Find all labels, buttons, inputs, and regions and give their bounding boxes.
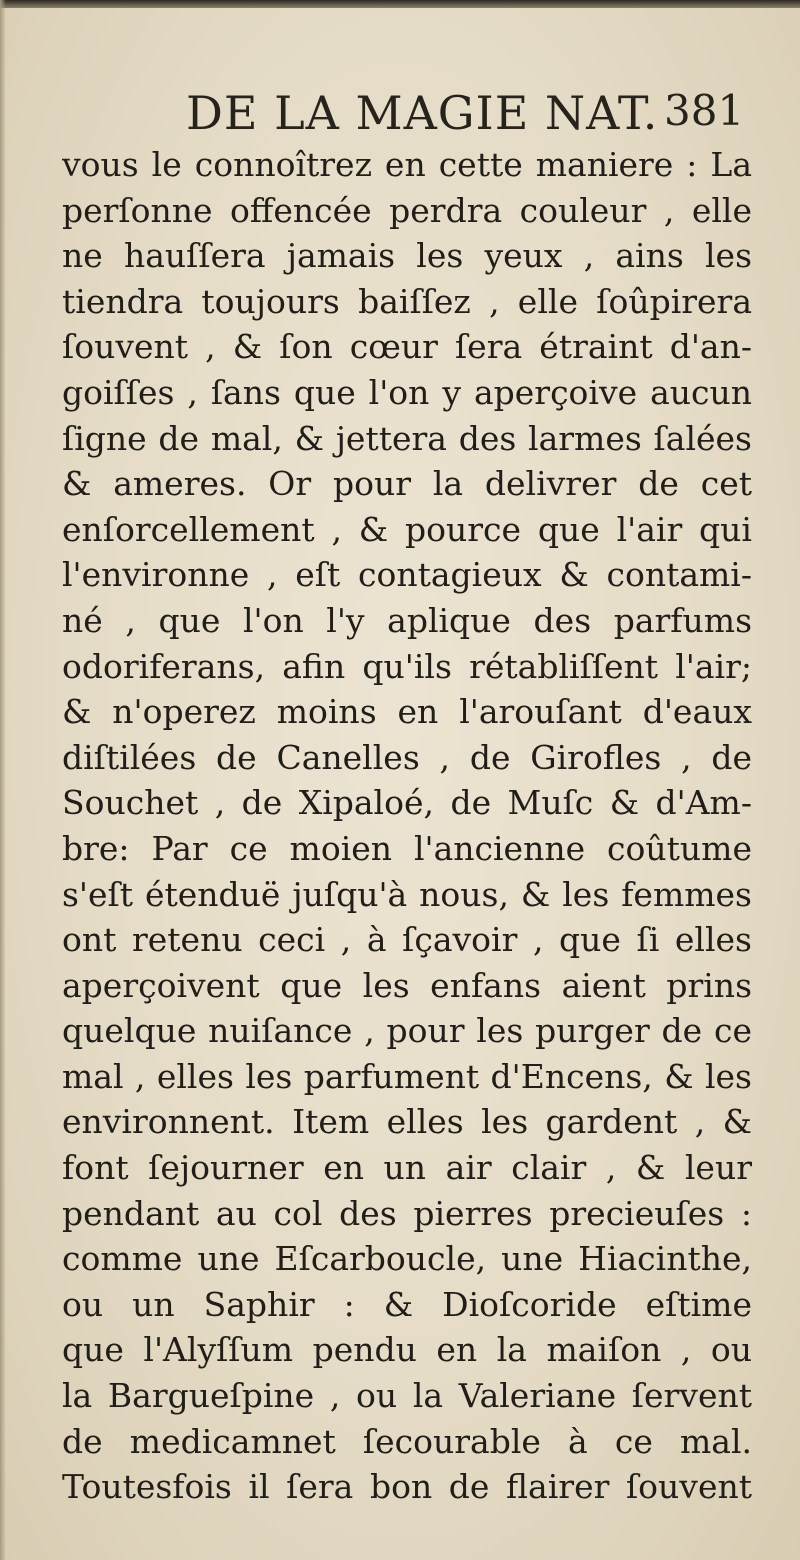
text-line: vous le connoîtrez en cette maniere : La [62,145,752,184]
text-line: ou un Saphir : & Dioſcoride eſtime [62,1284,752,1324]
page-left-edge [0,0,6,1560]
page-header [0,86,800,146]
text-line: odoriferans, afin qu'ils rétabliſſent l'air; [62,646,752,686]
text-line: de medicamnet ſecourable à ce mal. [62,1421,752,1461]
text-line: l'environne , eſt contagieux & contami- [62,555,752,595]
text-line: & ameres. Or pour la delivrer de cet [62,464,752,504]
text-line: mal , elles les parfument d'Encens, & les [62,1056,752,1096]
text-line: perſonne offencée perdra couleur , elle [62,190,752,230]
text-line: ont retenu ceci , à ſçavoir , que ſi elles [62,920,752,960]
text-line: que l'Alyſſum pendu en la maiſon , ou [62,1330,752,1370]
text-line: né , que l'on l'y aplique des parfums [62,600,752,640]
text-line: la Bargueſpine , ou la Valeriane ſervent [62,1376,752,1416]
page-top-edge [0,0,800,8]
text-line: ſouvent , & ſon cœur ſera étraint d'an- [62,327,752,367]
text-line: s'eſt étenduë juſqu'à nous, & les femmes [62,874,752,914]
text-line: environnent. Item elles les gardent , & [62,1102,752,1142]
text-line: bre: Par ce moien l'ancienne coûtume [62,828,752,868]
text-line: font ſejourner en un air clair , & leur [62,1148,752,1188]
text-line: diſtilées de Canelles , de Girofles , de [62,737,752,777]
text-line: Souchet , de Xipaloé, de Muſc & d'Am- [62,783,752,823]
page-number: 381 [664,86,745,135]
body-text [62,142,752,1510]
text-line: quelque nuiſance , pour les purger de ce [62,1011,752,1051]
text-line: Toutesfois il ſera bon de flairer ſouvent [62,1467,752,1507]
text-line: pendant au col des pierres precieuſes : [62,1193,752,1233]
text-line: comme une Eſcarboucle, une Hiacinthe, [62,1239,752,1279]
text-line: enſorcellement , & pource que l'air qui [62,509,752,549]
text-line: & n'operez moins en l'arouſant d'eaux [62,692,752,732]
text-line: aperçoivent que les enfans aient prins [62,965,752,1005]
text-line: tiendra toujours baiſſez , elle ſoûpirera [62,281,752,321]
text-line: goiſſes , ſans que l'on y aperçoive aucun [62,372,752,412]
text-line: ne hauſſera jamais les yeux , ains les [62,236,752,276]
text-line: ſigne de mal, & jettera des larmes ſalées [62,418,752,458]
running-title: DE LA MAGIE NAT. [186,86,659,140]
